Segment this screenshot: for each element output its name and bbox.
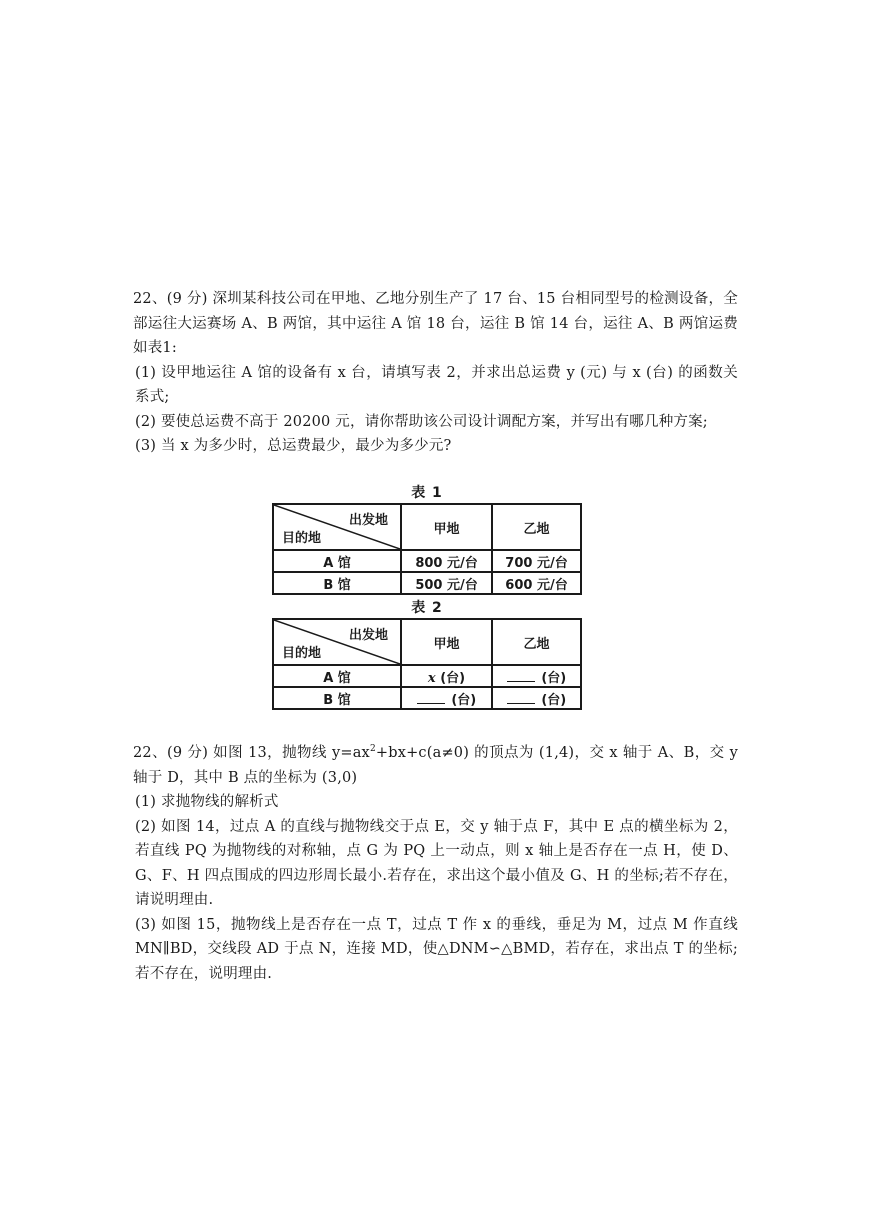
unit-label: (台)	[541, 670, 567, 686]
row-label: B 馆	[273, 572, 401, 594]
table-2	[272, 618, 582, 710]
table-cell	[492, 687, 581, 709]
table-cell	[401, 687, 492, 709]
problem-2-question-3: (3) 如图 15，抛物线上是否存在一点 T，过点 T 作 x 的垂线，垂足为 M，过点 M 作直线 MN∥BD，交线段 AD 于点 N，连接 MD，使△DNM∽△BMD，若存在，求出点 T 的坐标;若不存在，说明理由.	[135, 916, 738, 982]
stem-part-a: 22、(9 分) 如图 13，抛物线 y=ax	[133, 745, 370, 761]
header-to: 目的地	[282, 531, 322, 546]
header-from: 出发地	[349, 628, 389, 643]
table-cell: 800 元/台	[401, 550, 492, 572]
problem-1-question-2: (2) 要使总运费不高于 20200 元，请你帮助该公司设计调配方案，并写出有哪几种方案;	[135, 413, 708, 430]
table-cell: 500 元/台	[401, 572, 492, 594]
row-label: A 馆	[273, 665, 401, 687]
unit-label: (台)	[451, 692, 477, 708]
problem-1	[133, 287, 738, 459]
column-header-jia: 甲地	[401, 504, 492, 550]
table-row	[273, 619, 581, 665]
table-1-caption: 表 1	[411, 485, 443, 501]
column-header-jia: 甲地	[401, 619, 492, 665]
fill-blank	[507, 691, 535, 704]
table-2-caption: 表 2	[411, 600, 443, 616]
problem-2	[133, 741, 738, 986]
problem-2-question-2: (2) 如图 14，过点 A 的直线与抛物线交于点 E，交 y 轴于点 F，其中 E 点的横坐标为 2，若直线 PQ 为抛物线的对称轴，点 G 为 PQ 上一动点，则 x 轴上是否存在一点 H，使 D、G、F、H 四点围成的四边形周长最小.若存在，求出这个最小值及 G、H 的坐标;若不存在，请说明理由.	[135, 818, 738, 908]
table-cell	[492, 665, 581, 687]
table-row	[273, 665, 581, 687]
table-1	[272, 503, 582, 595]
table-row	[273, 687, 581, 709]
header-to: 目的地	[282, 646, 322, 661]
fill-blank	[417, 691, 445, 704]
problem-1-stem: 22、(9 分) 深圳某科技公司在甲地、乙地分别生产了 17 台、15 台相同型号的检测设备，全部运往大运赛场 A、B 两馆，其中运往 A 馆 18 台，运往 B 馆 14 台，运往 A、B 两馆运费如表1:	[133, 291, 738, 356]
variable-x: x	[427, 670, 436, 686]
exponent: 2	[369, 744, 376, 755]
problem-2-question-1: (1) 求抛物线的解析式	[135, 794, 279, 810]
table-cell: 700 元/台	[492, 550, 581, 572]
table-cell: 600 元/台	[492, 572, 581, 594]
fill-blank	[507, 669, 535, 682]
diagonal-header-cell	[273, 504, 401, 550]
unit-label: (台)	[541, 692, 567, 708]
column-header-yi: 乙地	[492, 504, 581, 550]
problem-1-question-1: (1) 设甲地运往 A 馆的设备有 x 台，请填写表 2，并求出总运费 y (元) 与 x (台) 的函数关系式;	[135, 364, 738, 405]
unit-label: (台)	[440, 670, 466, 686]
row-label: B 馆	[273, 687, 401, 709]
row-label: A 馆	[273, 550, 401, 572]
table-row	[273, 572, 581, 594]
problem-2-stem	[133, 741, 738, 790]
header-from: 出发地	[349, 513, 389, 528]
table-row	[273, 504, 581, 550]
diagonal-header-cell	[273, 619, 401, 665]
stem-part-b: +bx+c(a≠0) 的顶点为 (1,4)，交 x 轴于 A、B，交 y 轴于 D，其中 B 点的坐标为 (3,0)	[133, 745, 739, 786]
table-row	[273, 550, 581, 572]
problem-1-question-3: (3) 当 x 为多少时，总运费最少，最少为多少元?	[135, 438, 452, 454]
column-header-yi: 乙地	[492, 619, 581, 665]
table-cell	[401, 665, 492, 687]
